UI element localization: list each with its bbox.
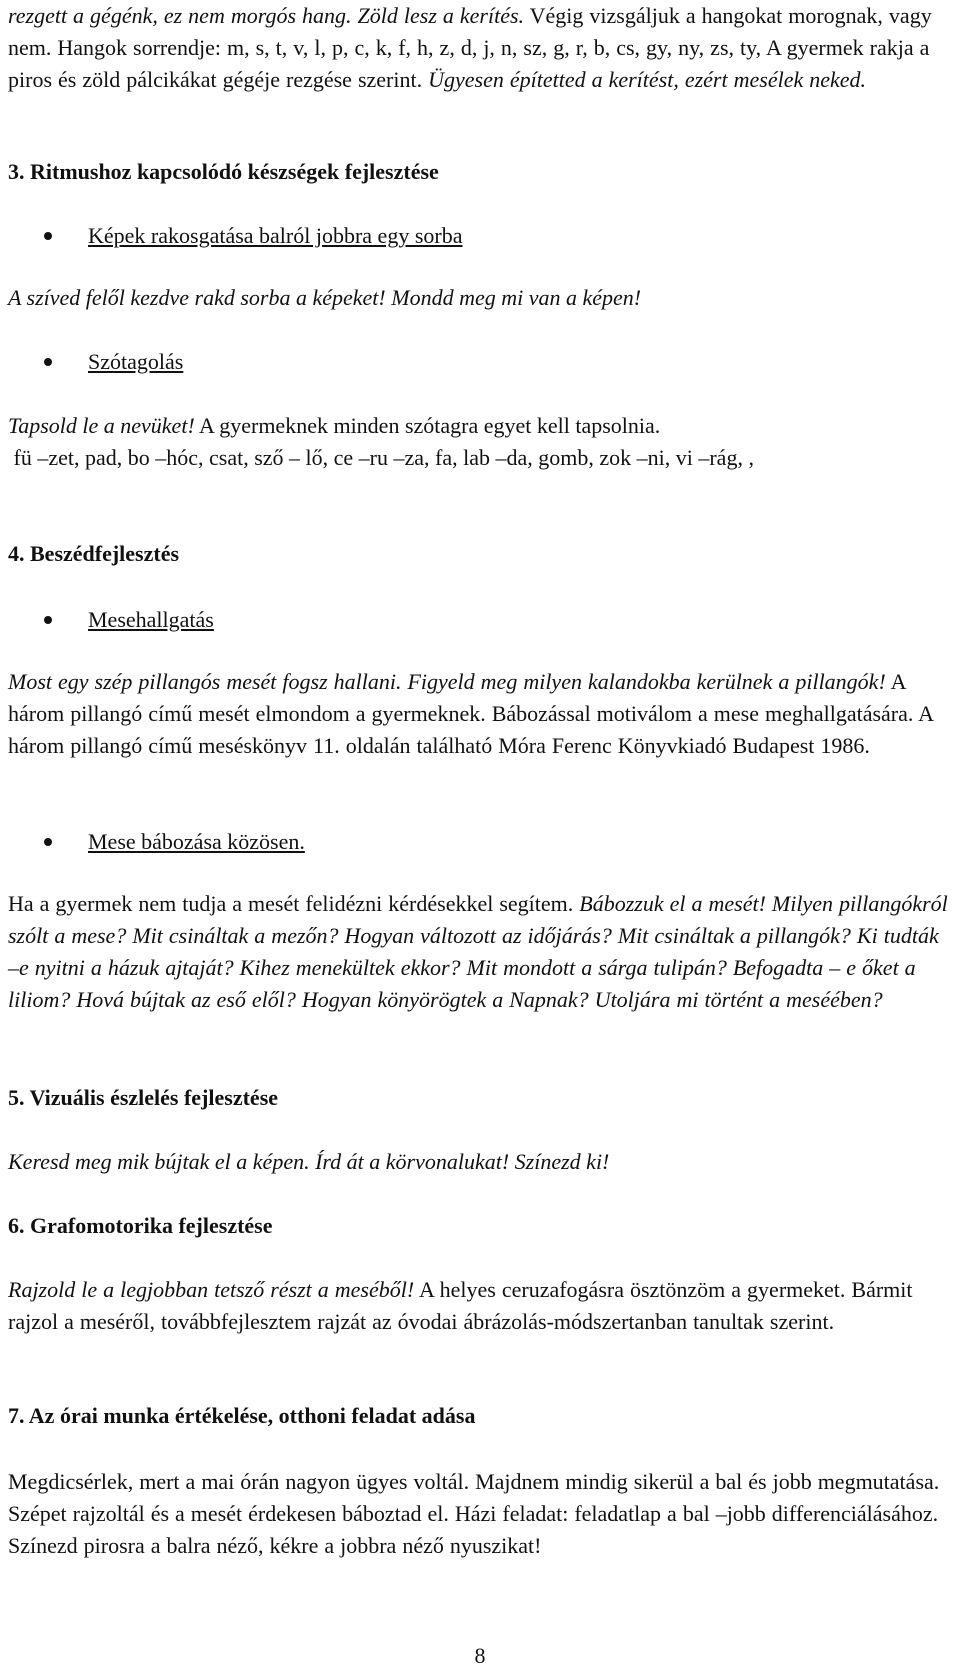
section-4-paragraph <box>8 666 948 762</box>
bullet-dot-icon <box>44 232 52 240</box>
bullet-dot-icon <box>44 358 52 366</box>
bullet-dot-icon <box>44 616 52 624</box>
bullet-label: Szótagolás <box>88 349 184 374</box>
section-6-heading: 6. Grafomotorika fejlesztése <box>8 1213 273 1238</box>
section-6-paragraph <box>8 1274 948 1338</box>
section-3-instruction: A szíved felől kezdve rakd sorba a képeket! Mondd meg mi van a képen! <box>8 285 642 310</box>
questions-intro: Ha a gyermek nem tudja a mesét felidézni kérdésekkel segítem. <box>8 891 580 916</box>
section-5-instruction: Keresd meg mik bújtak el a képen. Írd át a körvonalukat! Színezd ki! <box>8 1149 610 1174</box>
bullet-label: Mese bábozása közösen. <box>88 829 305 854</box>
mese-text: A három pillangó című mesét elmondom a gyermeknek. Bábozással motiválom a mese meghallgatására. A három pillangó című meséskönyv 11. oldalán található Móra Ferenc Könyvkiadó Budapest 1986. <box>8 669 933 758</box>
section-3-heading: 3. Ritmushoz kapcsolódó készségek fejlesztése <box>8 159 439 184</box>
intro-text: Végig vizsgáljuk a hangokat morognak, vagy nem. Hangok sorrendje: m, s, t, v, l, p, c, k, f, h, z, d, j, n, sz, g, r, b, cs, gy, ny, zs, ty, A gyermek rakja a piros és zöld pálcikákat gégéje rezgése szerint. <box>8 3 932 92</box>
page-number: 8 <box>474 1643 486 1668</box>
bullet-label: Képek rakosgatása balról jobbra egy sorba <box>88 223 463 248</box>
mese-italic: Most egy szép pillangós mesét fogsz hallani. Figyeld meg milyen kalandokba kerülnek a pillangók! <box>8 669 886 694</box>
section-7-heading: 7. Az órai munka értékelése, otthoni feladat adása <box>8 1403 476 1428</box>
intro-italic-end: Ügyesen építetted a kerítést, ezért mesélek neked. <box>428 67 867 92</box>
bullet-dot-icon <box>44 838 52 846</box>
syllable-list: fü –zet, pad, bo –hóc, csat, sző – lő, ce –ru –za, fa, lab –da, gomb, zok –ni, vi –rág, , <box>8 445 754 470</box>
section-7-paragraph: Megdicsérlek, mert a mai órán nagyon ügyes voltál. Majdnem mindig sikerül a bal és jobb megmutatása. Szépet rajzoltál és a mesét érdekesen báboztad el. Házi feladat: feladatlap a bal –jobb differenciálásához. Színezd pirosra a balra néző, kékre a jobbra néző nyuszikat! <box>8 1469 940 1558</box>
section-4-questions <box>8 888 948 1016</box>
rajz-italic: Rajzold le a legjobban tetsző részt a meséből! <box>8 1277 415 1302</box>
tapsolas-text: A gyermeknek minden szótagra egyet kell tapsolnia. <box>194 413 661 438</box>
section-3-tapsolas <box>8 410 948 442</box>
tapsolas-italic: Tapsold le a nevüket! <box>8 413 195 438</box>
intro-paragraph <box>8 0 948 96</box>
intro-italic-start: rezgett a gégénk, ez nem morgós hang. Zöld lesz a kerítés. <box>8 3 525 28</box>
bullet-label: Mesehallgatás <box>88 607 214 632</box>
section-4-heading: 4. Beszédfejlesztés <box>8 541 180 566</box>
section-5-heading: 5. Vizuális észlelés fejlesztése <box>8 1085 279 1110</box>
questions-italic: Bábozzuk el a mesét! Milyen pillangókról szólt a mese? Mit csináltak a mezőn? Hogyan változott az időjárás? Mit csináltak a pillangók? Ki tudták –e nyitni a házuk ajtaját? Kihez menekültek ekkor? Mit mondott a sárga tulipán? Befogadta – e őket a liliom? Hová bújtak az eső elől? Hogyan könyörögtek a Napnak? Utoljára mi történt a meséében? <box>8 891 948 1012</box>
rajz-text: A helyes ceruzafogásra ösztönzöm a gyermeket. Bármit rajzol a meséről, továbbfejlesztem rajzát az óvodai ábrázolás-módszertanban tanultak szerint. <box>8 1277 913 1334</box>
